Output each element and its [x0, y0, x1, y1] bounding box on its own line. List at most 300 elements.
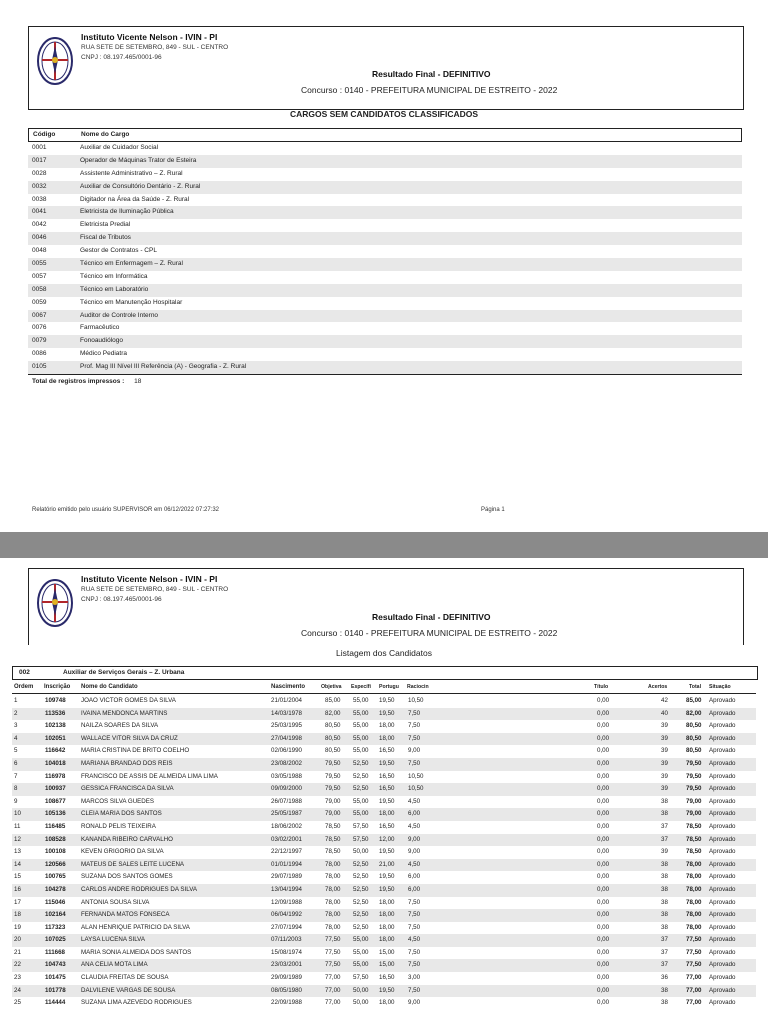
portugues-cell: 12,00 [379, 835, 395, 843]
especifica-cell: 52,50 [353, 911, 369, 919]
cargo-table [28, 128, 742, 375]
acertos-cell: 39 [661, 747, 668, 755]
inscricao-cell: 100765 [45, 873, 66, 881]
acertos-cell: 42 [661, 697, 668, 704]
titulo-cell: 0,00 [597, 835, 610, 843]
table-row [28, 194, 742, 207]
candidate-name-cell: MARIA CRISTINA DE BRITO COELHO [81, 747, 190, 755]
portugues-cell: 16,50 [379, 974, 395, 982]
cargo-code-cell: 0038 [32, 195, 47, 203]
especifica-cell: 52,50 [353, 898, 369, 906]
report-page-2 [0, 558, 768, 1024]
candidate-name-cell: CLAUDIA FREITAS DE SOUSA [81, 974, 169, 982]
raciocinio-cell: 10,50 [408, 697, 424, 704]
portugues-cell: 19,50 [379, 986, 395, 994]
titulo-cell: 0,00 [597, 810, 610, 818]
nascimento-cell: 07/11/2003 [271, 936, 302, 944]
titulo-cell: 0,00 [597, 936, 610, 944]
portugues-cell: 16,50 [379, 772, 395, 780]
situacao-cell: Aprovado [709, 722, 736, 730]
objetiva-cell: 78,00 [325, 885, 341, 893]
inscricao-cell: 100937 [45, 785, 66, 793]
total-cell: 79,50 [686, 759, 702, 767]
ordem-cell: 10 [14, 810, 21, 818]
column-header-especifica: Específi [351, 684, 371, 690]
cargo-name-cell: Técnico em Enfermagem – Z. Rural [80, 260, 183, 268]
objetiva-cell: 77,50 [325, 961, 341, 969]
situacao-cell: Aprovado [709, 772, 736, 780]
institute-name: Instituto Vicente Nelson - IVIN - PI [81, 574, 218, 584]
inscricao-cell: 116642 [45, 747, 66, 755]
candidate-name-cell: FRANCISCO DE ASSIS DE ALMEIDA LIMA LIMA [81, 772, 218, 780]
objetiva-cell: 77,00 [325, 986, 341, 994]
inscricao-cell: 117323 [45, 923, 66, 931]
ordem-cell: 20 [14, 936, 21, 944]
column-header-codigo: Código [33, 131, 56, 138]
cargo-name-cell: Assistente Administrativo – Z. Rural [80, 169, 183, 177]
candidate-name-cell: ANA CELIA MOTA LIMA [81, 961, 148, 969]
raciocinio-cell: 7,50 [408, 911, 421, 919]
inscricao-cell: 120566 [45, 860, 66, 868]
objetiva-cell: 79,50 [325, 785, 341, 793]
cargo-name-cell: Técnico em Manutenção Hospitalar [80, 298, 183, 306]
cargo-code-cell: 0076 [32, 324, 47, 332]
nascimento-cell: 27/04/1998 [271, 734, 302, 742]
candidate-name-cell: NAILZA SOARES DA SILVA [81, 722, 159, 730]
candidate-name-cell: MARIANA BRANDAO DOS REIS [81, 759, 173, 767]
cargo-name-cell: Fonoaudiólogo [80, 337, 124, 345]
total-cell: 78,00 [686, 898, 702, 906]
portugues-cell: 16,50 [379, 785, 395, 793]
nascimento-cell: 06/04/1992 [271, 911, 302, 919]
ordem-cell: 5 [14, 747, 18, 755]
institute-address: RUA SETE DE SETEMBRO, 849 - SUL - CENTRO [81, 44, 229, 51]
objetiva-cell: 80,50 [325, 747, 341, 755]
situacao-cell: Aprovado [709, 873, 736, 881]
concurso-title: Concurso : 0140 - PREFEITURA MUNICIPAL DE ESTREITO - 2022 [301, 85, 558, 95]
ordem-cell: 7 [14, 772, 18, 780]
especifica-cell: 55,00 [353, 709, 369, 717]
column-header-situacao: Situação [709, 684, 731, 690]
situacao-cell: Aprovado [709, 848, 736, 856]
situacao-cell: Aprovado [709, 999, 736, 1007]
raciocinio-cell: 7,50 [408, 759, 421, 767]
portugues-cell: 18,00 [379, 911, 395, 919]
cargo-name-cell: Eletricista Predial [80, 221, 131, 229]
ordem-cell: 9 [14, 797, 18, 805]
nascimento-cell: 29/07/1989 [271, 873, 302, 881]
ordem-cell: 16 [14, 885, 21, 893]
titulo-cell: 0,00 [597, 948, 610, 956]
nascimento-cell: 14/03/1978 [271, 709, 302, 717]
portugues-cell: 18,00 [379, 810, 395, 818]
total-cell: 82,00 [686, 709, 702, 717]
situacao-cell: Aprovado [709, 709, 736, 717]
ordem-cell: 11 [14, 822, 21, 830]
total-cell: 80,50 [686, 722, 702, 730]
portugues-cell: 16,50 [379, 822, 395, 830]
raciocinio-cell: 7,50 [408, 986, 421, 994]
portugues-cell: 21,00 [379, 860, 395, 868]
especifica-cell: 55,00 [353, 797, 369, 805]
table-header [28, 129, 742, 142]
cargo-code-cell: 0046 [32, 234, 47, 242]
especifica-cell: 52,50 [353, 873, 369, 881]
nascimento-cell: 26/07/1988 [271, 797, 302, 805]
portugues-cell: 18,00 [379, 936, 395, 944]
cargo-rows [28, 142, 742, 374]
objetiva-cell: 82,00 [325, 709, 341, 717]
table-row [28, 232, 742, 245]
acertos-cell: 38 [661, 873, 668, 881]
inscricao-cell: 104743 [45, 961, 66, 969]
total-cell: 85,00 [686, 697, 702, 704]
inscricao-cell: 116485 [45, 822, 66, 830]
situacao-cell: Aprovado [709, 747, 736, 755]
objetiva-cell: 78,00 [325, 911, 341, 919]
especifica-cell: 55,00 [353, 810, 369, 818]
inscricao-cell: 116978 [45, 772, 66, 780]
especifica-cell: 57,50 [353, 974, 369, 982]
inscricao-cell: 113536 [45, 709, 66, 717]
raciocinio-cell: 10,50 [408, 772, 424, 780]
report-header [28, 26, 744, 110]
acertos-cell: 37 [661, 936, 668, 944]
portugues-cell: 18,00 [379, 999, 395, 1007]
situacao-cell: Aprovado [709, 936, 736, 944]
table-row [12, 720, 756, 733]
nascimento-cell: 03/05/1988 [271, 772, 302, 780]
objetiva-cell: 78,00 [325, 898, 341, 906]
institute-address: RUA SETE DE SETEMBRO, 849 - SUL - CENTRO [81, 586, 229, 593]
column-header-titulo: Título [594, 684, 609, 690]
total-cell: 77,00 [686, 999, 702, 1007]
column-header-portugues: Portugu [379, 684, 399, 690]
portugues-cell: 18,00 [379, 734, 395, 742]
inscricao-cell: 115046 [45, 898, 66, 906]
section-title: CARGOS SEM CANDIDATOS CLASSIFICADOS [289, 109, 479, 119]
candidate-name-cell: ALAN HENRIQUE PATRICIO DA SILVA [81, 923, 190, 931]
titulo-cell: 0,00 [597, 785, 610, 793]
nascimento-cell: 27/07/1994 [271, 923, 302, 931]
acertos-cell: 37 [661, 948, 668, 956]
cargo-code-cell: 0079 [32, 337, 47, 345]
titulo-cell: 0,00 [597, 911, 610, 919]
table-row [12, 985, 756, 998]
titulo-cell: 0,00 [597, 974, 610, 982]
cargo-code-cell: 0048 [32, 247, 47, 255]
concurso-title: Concurso : 0140 - PREFEITURA MUNICIPAL DE ESTREITO - 2022 [301, 628, 558, 638]
objetiva-cell: 77,50 [325, 936, 341, 944]
portugues-cell: 15,00 [379, 961, 395, 969]
table-row [12, 934, 756, 947]
objetiva-cell: 79,50 [325, 772, 341, 780]
situacao-cell: Aprovado [709, 860, 736, 868]
acertos-cell: 39 [661, 734, 668, 742]
result-title: Resultado Final - DEFINITIVO [372, 612, 491, 622]
candidates-listing-title: Listagem dos Candidatos [336, 648, 432, 658]
portugues-cell: 19,50 [379, 885, 395, 893]
table-row [28, 155, 742, 168]
total-cell: 78,00 [686, 885, 702, 893]
candidate-name-cell: IVAINA MENDONCA MARTINS [81, 709, 168, 717]
objetiva-cell: 80,50 [325, 722, 341, 730]
portugues-cell: 19,50 [379, 759, 395, 767]
raciocinio-cell: 4,50 [408, 797, 421, 805]
portugues-cell: 19,50 [379, 873, 395, 881]
titulo-cell: 0,00 [597, 873, 610, 881]
candidate-name-cell: CLEIA MARIA DOS SANTOS [81, 810, 162, 818]
nascimento-cell: 12/09/1988 [271, 898, 302, 906]
raciocinio-cell: 6,00 [408, 873, 421, 881]
candidate-name-cell: KEVEN GRIGORIO DA SILVA [81, 848, 164, 856]
titulo-cell: 0,00 [597, 697, 610, 704]
candidate-name-cell: MATEUS DE SALES LEITE LUCENA [81, 860, 185, 868]
situacao-cell: Aprovado [709, 797, 736, 805]
cargo-code-cell: 0001 [32, 144, 47, 151]
institute-logo-icon [36, 36, 74, 86]
portugues-cell: 19,50 [379, 709, 395, 717]
column-header-nome-cargo: Nome do Cargo [81, 131, 130, 138]
situacao-cell: Aprovado [709, 822, 736, 830]
table-row [12, 859, 756, 872]
titulo-cell: 0,00 [597, 898, 610, 906]
acertos-cell: 38 [661, 860, 668, 868]
ordem-cell: 6 [14, 759, 18, 767]
cargo-code-cell: 0105 [32, 363, 47, 371]
table-row [28, 348, 742, 361]
cargo-code-cell: 0041 [32, 208, 47, 216]
situacao-cell: Aprovado [709, 948, 736, 956]
cargo-name-cell: Técnico em Laboratório [80, 285, 149, 293]
total-cell: 77,50 [686, 948, 702, 956]
nascimento-cell: 01/01/1994 [271, 860, 302, 868]
titulo-cell: 0,00 [597, 747, 610, 755]
table-row [28, 258, 742, 271]
total-value: 18 [134, 378, 142, 385]
raciocinio-cell: 7,50 [408, 709, 421, 717]
total-cell: 77,50 [686, 961, 702, 969]
cargo-name-cell: Fiscal de Tributos [80, 234, 131, 242]
nascimento-cell: 22/09/1988 [271, 999, 302, 1007]
raciocinio-cell: 7,50 [408, 961, 421, 969]
cargo-code-cell: 0042 [32, 221, 47, 229]
nascimento-cell: 03/02/2001 [271, 835, 302, 843]
total-cell: 77,00 [686, 986, 702, 994]
portugues-cell: 15,00 [379, 948, 395, 956]
objetiva-cell: 78,00 [325, 860, 341, 868]
titulo-cell: 0,00 [597, 885, 610, 893]
table-row [12, 745, 756, 758]
raciocinio-cell: 9,00 [408, 835, 421, 843]
portugues-cell: 19,50 [379, 697, 395, 704]
cargo-name-cell: Gestor de Contratos - CPL [80, 247, 157, 255]
column-header-total: Total [689, 684, 702, 690]
objetiva-cell: 77,50 [325, 948, 341, 956]
raciocinio-cell: 7,50 [408, 898, 421, 906]
inscricao-cell: 105136 [45, 810, 66, 818]
titulo-cell: 0,00 [597, 759, 610, 767]
total-cell: 79,50 [686, 785, 702, 793]
institute-cnpj: CNPJ : 08.197.465/0001-96 [81, 54, 162, 61]
candidates-rows [12, 695, 756, 1010]
ordem-cell: 13 [14, 848, 21, 856]
candidate-name-cell: MARIA SONIA ALMEIDA DOS SANTOS [81, 948, 192, 956]
cargo-code-cell: 0055 [32, 260, 47, 268]
candidate-name-cell: FERNANDA MATOS FONSECA [81, 911, 170, 919]
footer-emitted: Relatório emitido pelo usuário SUPERVISOR em 06/12/2022 07:27:32 [32, 507, 219, 513]
portugues-cell: 18,00 [379, 898, 395, 906]
cargo-name-cell: Farmacêutico [80, 324, 120, 332]
objetiva-cell: 78,00 [325, 873, 341, 881]
titulo-cell: 0,00 [597, 860, 610, 868]
table-row [12, 758, 756, 771]
table-row [28, 206, 742, 219]
situacao-cell: Aprovado [709, 974, 736, 982]
raciocinio-cell: 6,00 [408, 810, 421, 818]
ordem-cell: 3 [14, 722, 18, 730]
ordem-cell: 22 [14, 961, 21, 969]
especifica-cell: 55,00 [353, 936, 369, 944]
table-row [12, 897, 756, 910]
situacao-cell: Aprovado [709, 923, 736, 931]
objetiva-cell: 79,00 [325, 810, 341, 818]
especifica-cell: 52,50 [353, 923, 369, 931]
objetiva-cell: 85,00 [325, 697, 341, 704]
portugues-cell: 16,50 [379, 747, 395, 755]
table-row [28, 297, 742, 310]
table-row [12, 846, 756, 859]
ordem-cell: 17 [14, 898, 21, 906]
table-row [28, 271, 742, 284]
table-row [12, 909, 756, 922]
cargo-name: Auxiliar de Serviços Gerais – Z. Urbana [63, 669, 185, 676]
acertos-cell: 37 [661, 835, 668, 843]
cargo-name-cell: Técnico em Informática [80, 272, 148, 280]
institute-cnpj: CNPJ : 08.197.465/0001-96 [81, 596, 162, 603]
situacao-cell: Aprovado [709, 697, 736, 704]
cargo-code-cell: 0067 [32, 311, 47, 319]
ordem-cell: 18 [14, 911, 21, 919]
table-row [12, 796, 756, 809]
acertos-cell: 38 [661, 885, 668, 893]
table-row [28, 335, 742, 348]
situacao-cell: Aprovado [709, 734, 736, 742]
situacao-cell: Aprovado [709, 785, 736, 793]
table-row [12, 972, 756, 985]
titulo-cell: 0,00 [597, 734, 610, 742]
table-row [28, 168, 742, 181]
nascimento-cell: 09/09/2000 [271, 785, 302, 793]
situacao-cell: Aprovado [709, 961, 736, 969]
cargo-name-cell: Eletricista de Iluminação Pública [80, 208, 174, 216]
total-cell: 79,00 [686, 810, 702, 818]
titulo-cell: 0,00 [597, 986, 610, 994]
cargo-group-header [12, 666, 758, 680]
ordem-cell: 23 [14, 974, 21, 982]
raciocinio-cell: 3,00 [408, 974, 421, 982]
nascimento-cell: 25/03/1995 [271, 722, 302, 730]
table-row [12, 947, 756, 960]
total-cell: 77,00 [686, 974, 702, 982]
candidate-name-cell: CARLOS ANDRE RODRIGUES DA SILVA [81, 885, 197, 893]
ordem-cell: 15 [14, 873, 21, 881]
situacao-cell: Aprovado [709, 835, 736, 843]
situacao-cell: Aprovado [709, 759, 736, 767]
objetiva-cell: 77,00 [325, 974, 341, 982]
table-row [28, 361, 742, 374]
ordem-cell: 19 [14, 923, 21, 931]
total-cell: 78,00 [686, 923, 702, 931]
portugues-cell: 18,00 [379, 722, 395, 730]
acertos-cell: 39 [661, 722, 668, 730]
table-row [28, 245, 742, 258]
ordem-cell: 4 [14, 734, 18, 742]
portugues-cell: 19,50 [379, 848, 395, 856]
inscricao-cell: 111668 [45, 948, 65, 956]
titulo-cell: 0,00 [597, 961, 610, 969]
table-row [28, 322, 742, 335]
inscricao-cell: 109748 [45, 697, 66, 704]
especifica-cell: 50,00 [353, 986, 369, 994]
situacao-cell: Aprovado [709, 911, 736, 919]
inscricao-cell: 114444 [45, 999, 66, 1007]
total-cell: 77,50 [686, 936, 702, 944]
nascimento-cell: 23/03/2001 [271, 961, 302, 969]
cargo-code-cell: 0086 [32, 350, 47, 358]
acertos-cell: 38 [661, 911, 668, 919]
raciocinio-cell: 4,50 [408, 860, 421, 868]
table-row [12, 922, 756, 935]
objetiva-cell: 77,00 [325, 999, 341, 1007]
column-header-nascimento: Nascimento [271, 684, 306, 690]
situacao-cell: Aprovado [709, 898, 736, 906]
nascimento-cell: 08/05/1980 [271, 986, 302, 994]
acertos-cell: 36 [661, 974, 668, 982]
table-row [12, 808, 756, 821]
titulo-cell: 0,00 [597, 848, 610, 856]
ordem-cell: 25 [14, 999, 21, 1007]
table-row [12, 959, 756, 972]
especifica-cell: 57,50 [353, 822, 369, 830]
candidate-name-cell: KANANDA RIBEIRO CARVALHO [81, 835, 173, 843]
cargo-name-cell: Prof. Mag III Nível III Referência (A) - Geografia - Z. Rural [80, 363, 247, 371]
raciocinio-cell: 9,00 [408, 747, 421, 755]
titulo-cell: 0,00 [597, 822, 610, 830]
table-row [12, 871, 756, 884]
cargo-name-cell: Digitador na Área da Saúde - Z. Rural [80, 195, 190, 203]
especifica-cell: 52,50 [353, 885, 369, 893]
cargo-code-cell: 0028 [32, 169, 47, 177]
especifica-cell: 52,50 [353, 860, 369, 868]
total-cell: 78,50 [686, 835, 702, 843]
total-cell: 80,50 [686, 734, 702, 742]
institute-name: Instituto Vicente Nelson - IVIN - PI [81, 32, 218, 42]
cargo-code-cell: 0059 [32, 298, 47, 306]
inscricao-cell: 104278 [45, 885, 66, 893]
titulo-cell: 0,00 [597, 999, 610, 1007]
raciocinio-cell: 9,00 [408, 848, 421, 856]
candidate-name-cell: ANTONIA SOUSA SILVA [81, 898, 150, 906]
acertos-cell: 38 [661, 797, 668, 805]
acertos-cell: 38 [661, 810, 668, 818]
especifica-cell: 52,50 [353, 772, 369, 780]
acertos-cell: 40 [661, 709, 668, 717]
table-row [28, 284, 742, 297]
especifica-cell: 52,50 [353, 759, 369, 767]
candidate-name-cell: MARCOS SILVA GUEDES [81, 797, 155, 805]
footer-page-number: Página 1 [481, 507, 505, 513]
